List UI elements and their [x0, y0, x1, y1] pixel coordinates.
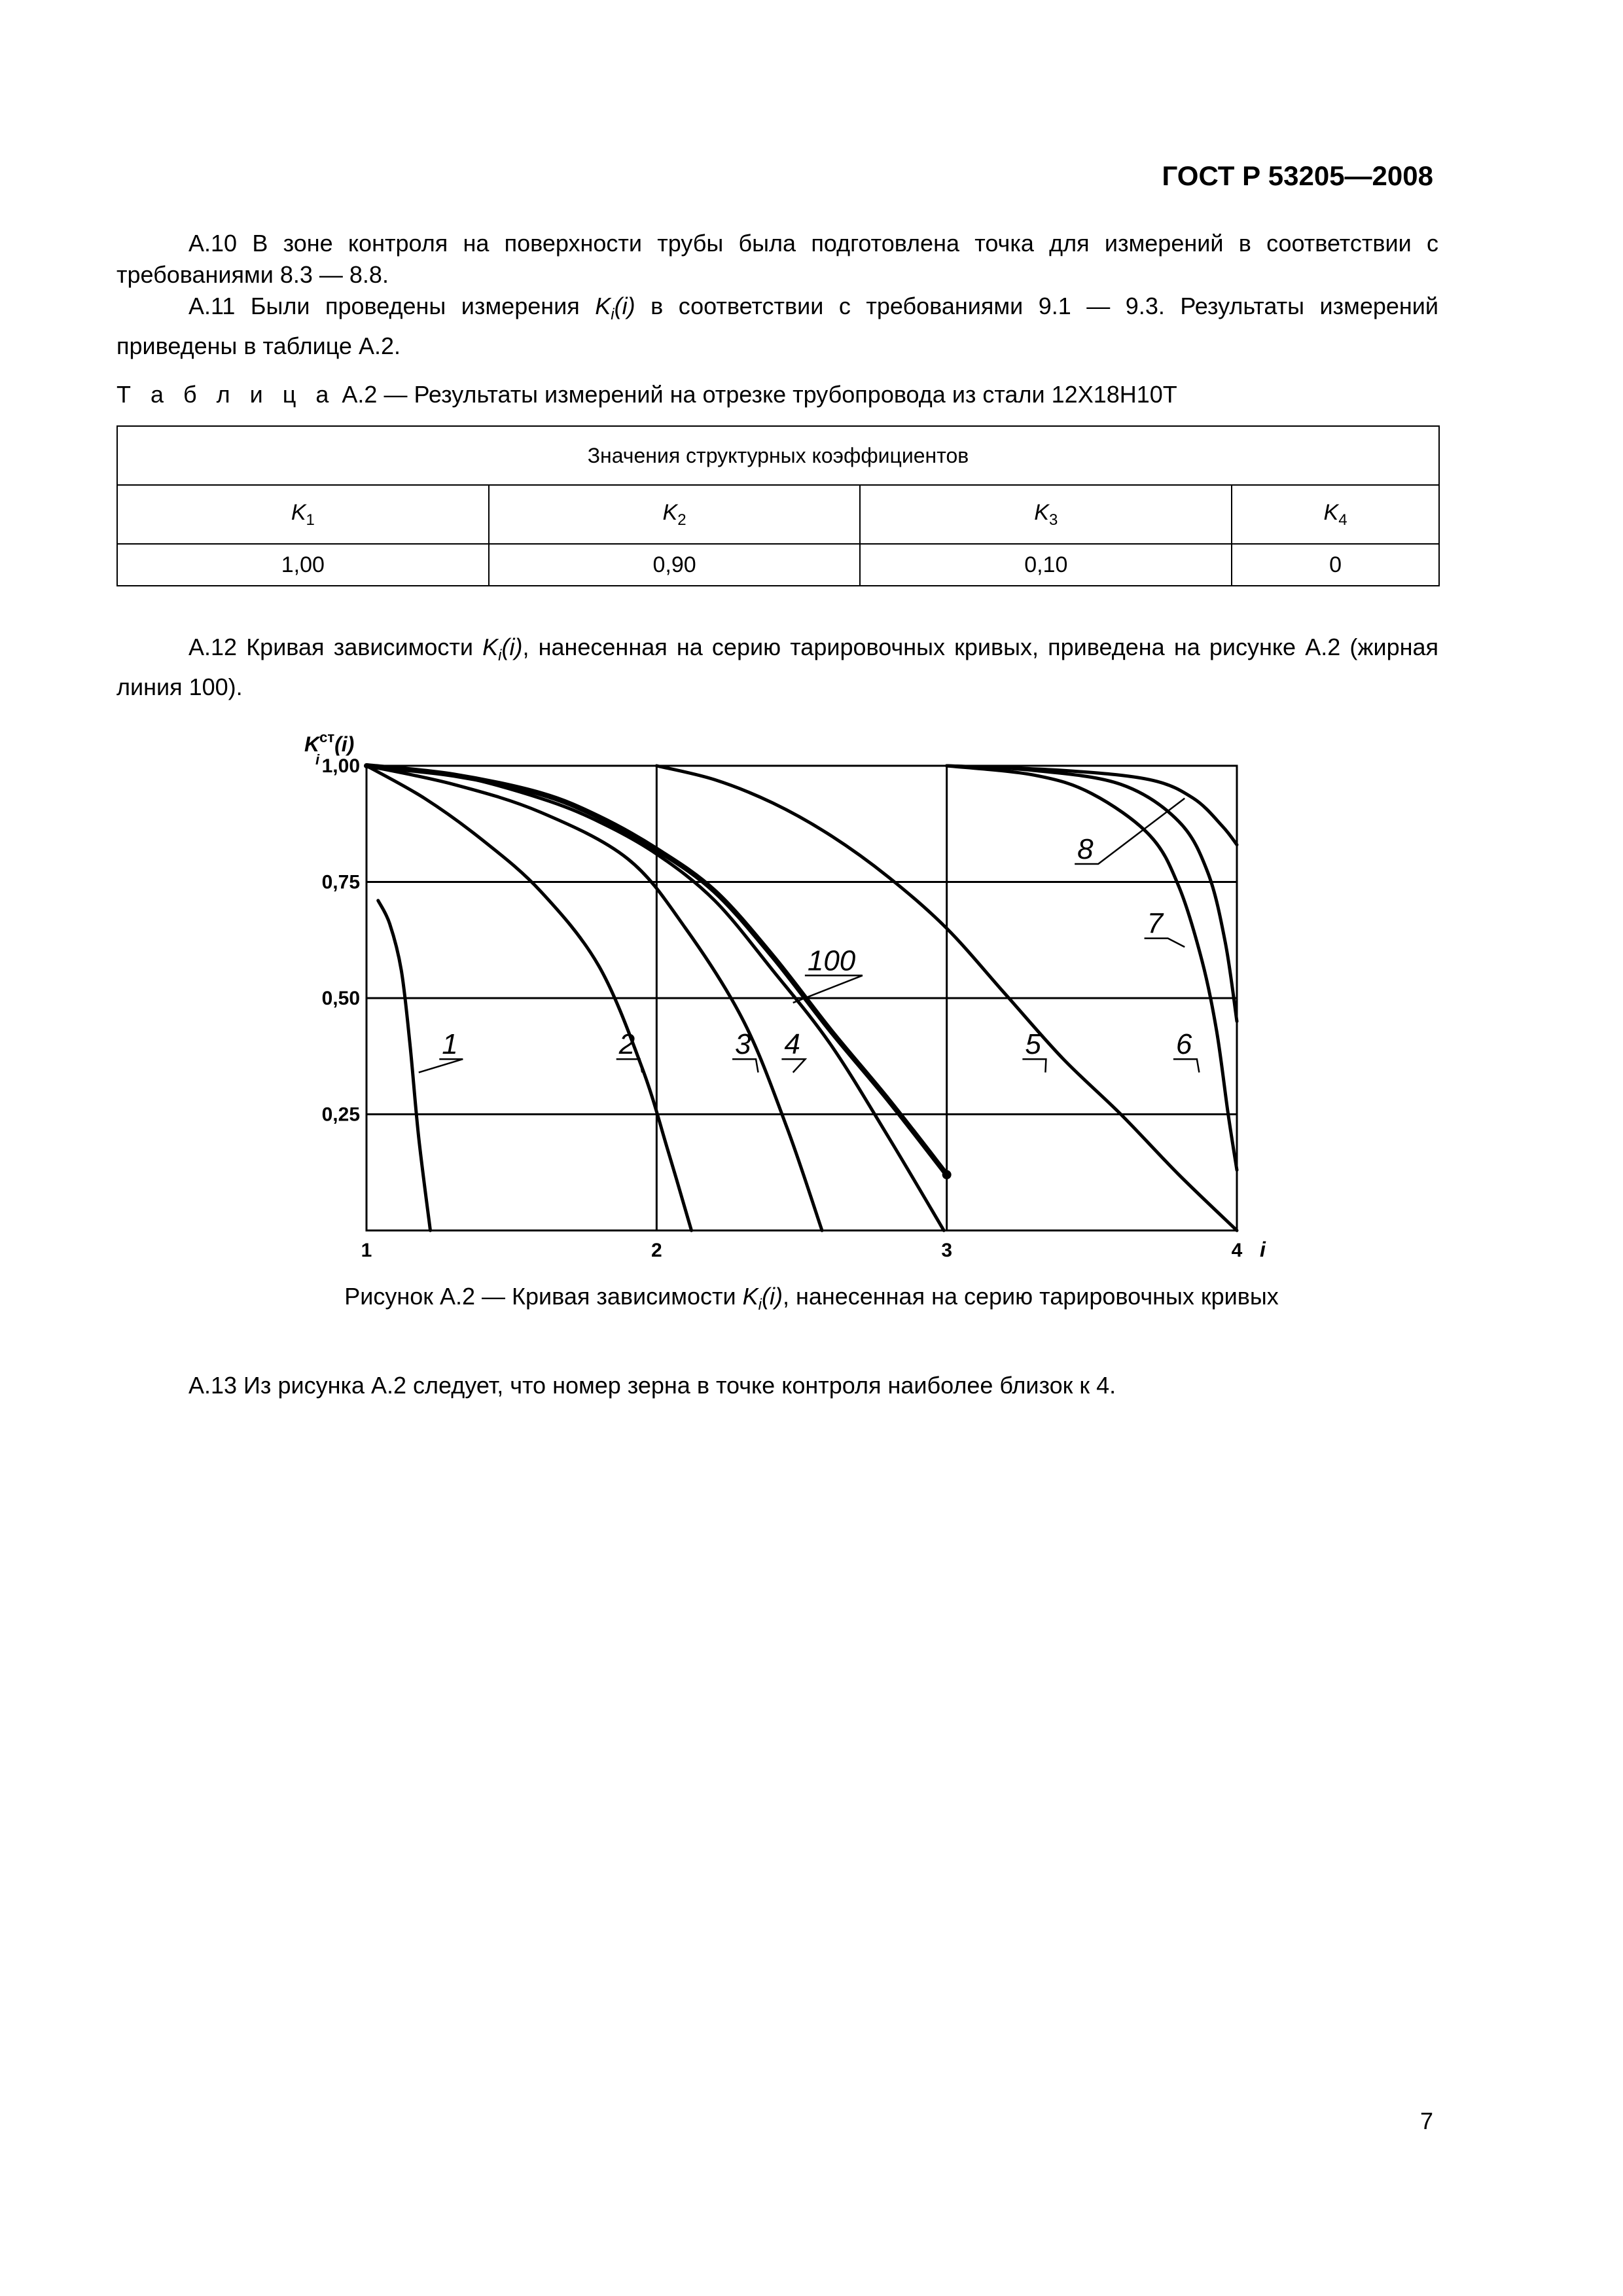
y-axis-label-subscript: i — [315, 751, 320, 768]
table-title: Т а б л и ц а A.2 — Результаты измерений на отрезке трубопровода из стали 12Х18Н10Т — [116, 381, 1177, 408]
document-id: ГОСТ Р 53205—2008 — [1162, 160, 1433, 191]
column-header: $K_1$ — [117, 485, 489, 544]
curve-label-100: 100 — [807, 944, 856, 977]
page-number: 7 — [1419, 2108, 1433, 2134]
results-table — [116, 425, 1440, 586]
calibration-chart — [275, 720, 1322, 1276]
y-tick-label: 0,50 — [321, 988, 360, 1009]
table-header: Значения структурных коэффициентов — [117, 426, 1439, 485]
x-tick-label: 1 — [361, 1240, 372, 1261]
paragraph-a12: A.12 Кривая зависимости $K_i(i)$, нанесенная на серию тарировочных кривых, приведена на рисунке A.2 (жирная линия 100). — [116, 634, 1439, 700]
x-tick-label: 4 — [1231, 1240, 1243, 1261]
curve-label-3: 3 — [735, 1028, 751, 1061]
curve-7 — [947, 766, 1237, 1022]
curve-label-6: 6 — [1175, 1028, 1192, 1061]
x-tick-label: 2 — [651, 1240, 662, 1261]
paragraph-a13: A.13 Из рисунка A.2 следует, что номер зерна в точке контроля наиболее близок к 4. — [188, 1372, 1116, 1399]
leader-line-5 — [1022, 1059, 1046, 1072]
paragraph-a11: A.11 Были проведены измерения $K_i(i)$ в соответствии с требованиями 9.1 — 9.3. Результаты измерений приведены в таблице A.2. — [116, 293, 1438, 359]
curve-label-4: 4 — [784, 1028, 800, 1061]
table-cell: 0 — [1232, 544, 1439, 586]
y-tick-label: 1,00 — [321, 755, 360, 777]
curve-label-7: 7 — [1147, 907, 1164, 940]
y-tick-label: 0,25 — [321, 1103, 360, 1126]
curve-6 — [947, 766, 1237, 1170]
leader-line-1 — [419, 1059, 463, 1072]
y-tick-label: 0,75 — [321, 871, 360, 893]
x-tick-label: 3 — [941, 1240, 953, 1261]
leader-line-6 — [1173, 1059, 1199, 1072]
x-axis-label: i — [1260, 1238, 1266, 1261]
figure-caption: Рисунок A.2 — Кривая зависимости $K_i(i)$, нанесенная на серию тарировочных кривых — [344, 1283, 1279, 1314]
curve-label-5: 5 — [1025, 1028, 1041, 1061]
table-cell: 1,00 — [117, 544, 489, 586]
column-header: $K_3$ — [860, 485, 1232, 544]
leader-line-4 — [781, 1059, 805, 1072]
table-cell: 0,10 — [860, 544, 1232, 586]
column-header: $K_4$ — [1232, 485, 1439, 544]
column-header: $K_2$ — [489, 485, 861, 544]
leader-line-3 — [732, 1059, 758, 1072]
y-axis-label: $K^{ст}(i)$ — [304, 729, 355, 756]
paragraph-a10: A.10 В зоне контроля на поверхности трубы была подготовлена точка для измерений в соответствии с требованиями 8.3 — 8.8. — [116, 230, 1438, 288]
curve-label-2: 2 — [618, 1028, 635, 1061]
curve-label-8: 8 — [1077, 833, 1094, 865]
curve-1 — [378, 901, 431, 1230]
figure-a2 — [275, 720, 1322, 1276]
curve-label-1: 1 — [442, 1028, 458, 1061]
table-cell: 0,90 — [489, 544, 861, 586]
curve-100-endpoint — [942, 1170, 952, 1179]
